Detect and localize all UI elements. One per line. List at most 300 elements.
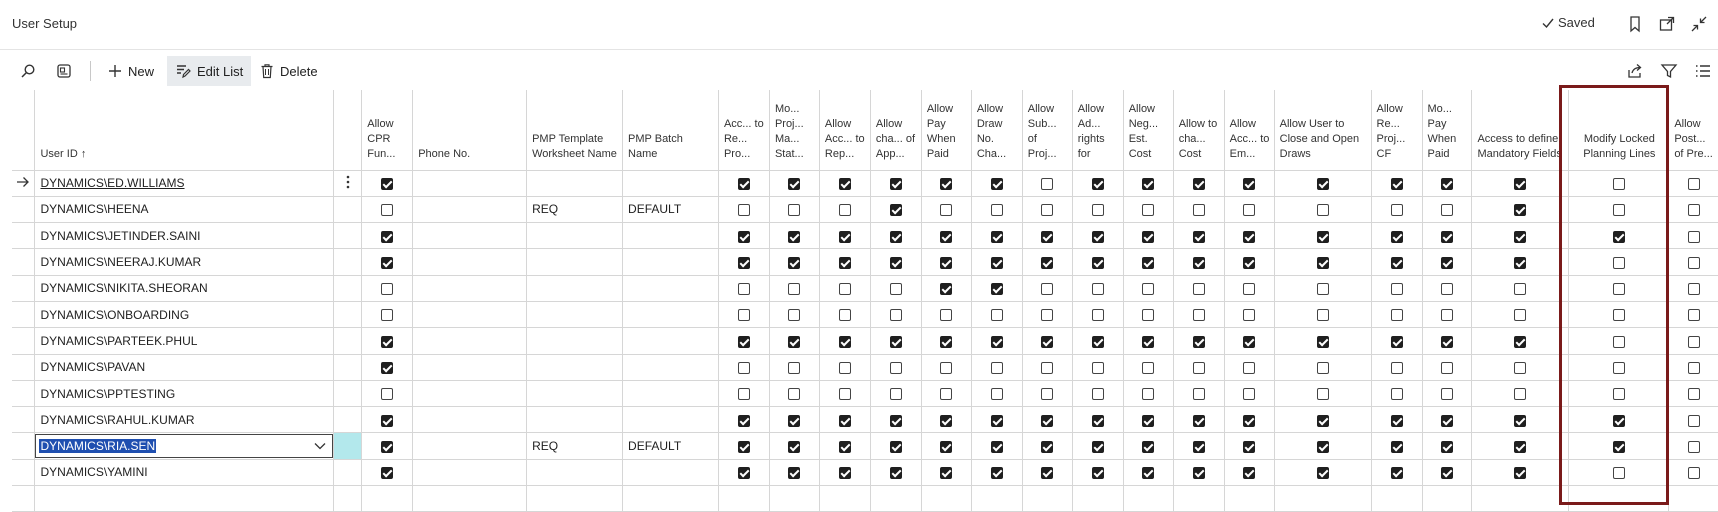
checkbox[interactable] — [381, 467, 393, 479]
checkbox[interactable] — [1613, 283, 1625, 295]
checkbox[interactable] — [1514, 336, 1526, 348]
empty-cell[interactable] — [921, 486, 971, 512]
checkbox[interactable] — [738, 362, 750, 374]
checkbox[interactable] — [1613, 467, 1625, 479]
checkbox[interactable] — [991, 204, 1003, 216]
pmp-batch-cell[interactable] — [623, 407, 719, 433]
list-icon[interactable] — [1694, 62, 1712, 80]
checkbox[interactable] — [890, 283, 902, 295]
checkbox[interactable] — [940, 336, 952, 348]
pmp-batch-cell[interactable] — [623, 170, 719, 196]
checkbox[interactable] — [890, 441, 902, 453]
checkbox[interactable] — [1243, 415, 1255, 427]
checkbox[interactable] — [1391, 362, 1403, 374]
checkbox[interactable] — [991, 441, 1003, 453]
edit-list-button[interactable] — [167, 56, 251, 86]
pmp-template-cell[interactable] — [527, 380, 623, 406]
checkbox[interactable] — [1514, 257, 1526, 269]
checkbox[interactable] — [1514, 441, 1526, 453]
pmp-batch-cell[interactable]: DEFAULT — [623, 196, 719, 222]
checkbox[interactable] — [1317, 178, 1329, 190]
checkbox[interactable] — [991, 336, 1003, 348]
empty-cell[interactable] — [971, 486, 1022, 512]
checkbox[interactable] — [1391, 178, 1403, 190]
pmp-batch-cell[interactable] — [623, 301, 719, 327]
checkbox[interactable] — [1613, 309, 1625, 321]
col-header-allow-cpr[interactable]: Allow CPR Fun... — [362, 90, 413, 170]
empty-cell[interactable] — [1224, 486, 1274, 512]
checkbox[interactable] — [1441, 231, 1453, 243]
checkbox[interactable] — [1514, 415, 1526, 427]
checkbox[interactable] — [1688, 336, 1700, 348]
checkbox[interactable] — [1317, 441, 1329, 453]
checkbox[interactable] — [1142, 257, 1154, 269]
checkbox[interactable] — [1688, 388, 1700, 400]
checkbox[interactable] — [890, 336, 902, 348]
empty-cell[interactable] — [1472, 486, 1569, 512]
empty-cell[interactable] — [1569, 486, 1669, 512]
phone-cell[interactable] — [413, 275, 527, 301]
pmp-batch-cell[interactable] — [623, 249, 719, 275]
checkbox[interactable] — [1514, 467, 1526, 479]
checkbox[interactable] — [940, 231, 952, 243]
pmp-batch-cell[interactable] — [623, 275, 719, 301]
checkbox[interactable] — [890, 257, 902, 269]
checkbox[interactable] — [1142, 204, 1154, 216]
checkbox[interactable] — [1613, 441, 1625, 453]
phone-cell[interactable] — [413, 354, 527, 380]
checkbox[interactable] — [839, 283, 851, 295]
empty-cell[interactable] — [769, 486, 819, 512]
checkbox[interactable] — [738, 231, 750, 243]
table-row[interactable] — [12, 275, 1718, 301]
checkbox[interactable] — [940, 467, 952, 479]
checkbox[interactable] — [788, 336, 800, 348]
col-header-user-id[interactable]: User ID ↑ — [35, 90, 334, 170]
search-button[interactable] — [12, 56, 44, 86]
pmp-template-cell[interactable] — [527, 354, 623, 380]
checkbox[interactable] — [1441, 467, 1453, 479]
checkbox[interactable] — [1193, 309, 1205, 321]
checkbox[interactable] — [1514, 231, 1526, 243]
checkbox[interactable] — [738, 336, 750, 348]
checkbox[interactable] — [1317, 362, 1329, 374]
checkbox[interactable] — [1514, 204, 1526, 216]
user-id-cell[interactable] — [35, 354, 334, 380]
checkbox[interactable] — [890, 362, 902, 374]
user-id-cell[interactable] — [35, 328, 334, 354]
checkbox[interactable] — [1441, 388, 1453, 400]
checkbox[interactable] — [1193, 178, 1205, 190]
checkbox[interactable] — [738, 415, 750, 427]
checkbox[interactable] — [1243, 204, 1255, 216]
checkbox[interactable] — [738, 388, 750, 400]
popout-icon[interactable] — [1658, 15, 1676, 33]
checkbox[interactable] — [738, 178, 750, 190]
table-row[interactable] — [12, 196, 1718, 222]
checkbox[interactable] — [1391, 388, 1403, 400]
checkbox[interactable] — [1391, 441, 1403, 453]
pmp-template-cell[interactable] — [527, 459, 623, 485]
checkbox[interactable] — [890, 231, 902, 243]
checkbox[interactable] — [1514, 388, 1526, 400]
phone-cell[interactable] — [413, 301, 527, 327]
checkbox[interactable] — [738, 257, 750, 269]
checkbox[interactable] — [1391, 231, 1403, 243]
user-id-cell[interactable] — [35, 407, 334, 433]
checkbox[interactable] — [1243, 336, 1255, 348]
checkbox[interactable] — [1243, 362, 1255, 374]
checkbox[interactable] — [991, 283, 1003, 295]
checkbox[interactable] — [839, 309, 851, 321]
phone-cell[interactable] — [413, 170, 527, 196]
checkbox[interactable] — [1613, 178, 1625, 190]
pmp-template-cell[interactable] — [527, 249, 623, 275]
pmp-batch-cell[interactable] — [623, 354, 719, 380]
col-header-pmp-template[interactable]: PMP Template Worksheet Name — [527, 90, 623, 170]
checkbox[interactable] — [381, 415, 393, 427]
pmp-template-cell[interactable] — [527, 223, 623, 249]
checkbox[interactable] — [381, 204, 393, 216]
checkbox[interactable] — [1041, 336, 1053, 348]
phone-cell[interactable] — [413, 380, 527, 406]
checkbox[interactable] — [839, 336, 851, 348]
table-row[interactable] — [12, 354, 1718, 380]
checkbox[interactable] — [1193, 441, 1205, 453]
checkbox[interactable] — [1142, 467, 1154, 479]
checkbox[interactable] — [839, 257, 851, 269]
pmp-template-cell[interactable] — [527, 170, 623, 196]
checkbox[interactable] — [1317, 231, 1329, 243]
empty-cell[interactable] — [1022, 486, 1072, 512]
checkbox[interactable] — [1441, 309, 1453, 321]
pmp-template-cell[interactable] — [527, 328, 623, 354]
checkbox[interactable] — [890, 204, 902, 216]
checkbox[interactable] — [1441, 441, 1453, 453]
checkbox[interactable] — [738, 467, 750, 479]
checkbox[interactable] — [1243, 309, 1255, 321]
empty-cell[interactable] — [413, 486, 527, 512]
pmp-batch-cell[interactable]: DEFAULT — [623, 433, 719, 459]
table-row[interactable] — [12, 328, 1718, 354]
user-id-input[interactable] — [35, 434, 333, 458]
checkbox[interactable] — [1092, 257, 1104, 269]
checkbox[interactable] — [1243, 257, 1255, 269]
checkbox[interactable] — [839, 231, 851, 243]
checkbox[interactable] — [1041, 467, 1053, 479]
phone-cell[interactable] — [413, 407, 527, 433]
checkbox[interactable] — [738, 283, 750, 295]
checkbox[interactable] — [1317, 309, 1329, 321]
checkbox[interactable] — [1688, 283, 1700, 295]
table-row[interactable] — [12, 223, 1718, 249]
empty-cell[interactable] — [718, 486, 769, 512]
checkbox[interactable] — [890, 415, 902, 427]
user-id-cell[interactable] — [35, 170, 334, 196]
phone-cell[interactable] — [413, 328, 527, 354]
checkbox[interactable] — [1041, 178, 1053, 190]
checkbox[interactable] — [839, 441, 851, 453]
pmp-template-cell[interactable] — [527, 407, 623, 433]
checkbox[interactable] — [1688, 467, 1700, 479]
checkbox[interactable] — [940, 309, 952, 321]
checkbox[interactable] — [1142, 415, 1154, 427]
checkbox[interactable] — [1142, 178, 1154, 190]
checkbox[interactable] — [1613, 388, 1625, 400]
col-header-flag-11[interactable]: Allow Acc... to Em... — [1224, 90, 1274, 170]
checkbox[interactable] — [788, 283, 800, 295]
col-header-phone[interactable]: Phone No. — [413, 90, 527, 170]
phone-cell[interactable] — [413, 196, 527, 222]
checkbox[interactable] — [1243, 467, 1255, 479]
empty-cell[interactable] — [1274, 486, 1371, 512]
checkbox[interactable] — [940, 178, 952, 190]
layout-button[interactable] — [48, 56, 80, 86]
checkbox[interactable] — [788, 231, 800, 243]
checkbox[interactable] — [1441, 336, 1453, 348]
checkbox[interactable] — [1688, 441, 1700, 453]
checkbox[interactable] — [1142, 309, 1154, 321]
user-id-cell[interactable] — [35, 223, 334, 249]
checkbox[interactable] — [991, 388, 1003, 400]
checkbox[interactable] — [1092, 388, 1104, 400]
checkbox[interactable] — [991, 362, 1003, 374]
checkbox[interactable] — [1391, 283, 1403, 295]
checkbox[interactable] — [381, 231, 393, 243]
col-header-flag-13[interactable]: Allow Re... Proj... CF — [1371, 90, 1422, 170]
pmp-template-cell[interactable]: REQ — [527, 196, 623, 222]
checkbox[interactable] — [1243, 231, 1255, 243]
empty-cell[interactable] — [1123, 486, 1173, 512]
checkbox[interactable] — [890, 467, 902, 479]
empty-cell[interactable] — [334, 486, 362, 512]
col-header-flag-14[interactable]: Mo... Pay When Paid — [1422, 90, 1472, 170]
checkbox[interactable] — [1688, 415, 1700, 427]
checkbox[interactable] — [1688, 231, 1700, 243]
share-icon[interactable] — [1626, 62, 1644, 80]
user-id-cell[interactable] — [35, 249, 334, 275]
empty-cell[interactable] — [1173, 486, 1224, 512]
pmp-template-cell[interactable]: REQ — [527, 433, 623, 459]
checkbox[interactable] — [788, 388, 800, 400]
checkbox[interactable] — [991, 231, 1003, 243]
checkbox[interactable] — [1317, 467, 1329, 479]
checkbox[interactable] — [1092, 441, 1104, 453]
checkbox[interactable] — [890, 309, 902, 321]
checkbox[interactable] — [1688, 362, 1700, 374]
checkbox[interactable] — [1317, 415, 1329, 427]
checkbox[interactable] — [738, 309, 750, 321]
checkbox[interactable] — [1092, 336, 1104, 348]
checkbox[interactable] — [738, 441, 750, 453]
checkbox[interactable] — [1142, 336, 1154, 348]
pmp-batch-cell[interactable] — [623, 459, 719, 485]
col-header-flag-9[interactable]: Allow Neg... Est. Cost — [1123, 90, 1173, 170]
checkbox[interactable] — [1317, 283, 1329, 295]
checkbox[interactable] — [1317, 388, 1329, 400]
col-header-flag-2[interactable]: Mo... Proj... Ma... Stat... — [769, 90, 819, 170]
user-id-cell[interactable] — [35, 196, 334, 222]
checkbox[interactable] — [890, 178, 902, 190]
checkbox[interactable] — [1391, 415, 1403, 427]
col-header-flag-4[interactable]: Allow cha... of App... — [870, 90, 921, 170]
checkbox[interactable] — [991, 309, 1003, 321]
empty-cell[interactable] — [362, 486, 413, 512]
empty-cell[interactable] — [1371, 486, 1422, 512]
phone-cell[interactable] — [413, 459, 527, 485]
checkbox[interactable] — [381, 441, 393, 453]
checkbox[interactable] — [1243, 283, 1255, 295]
checkbox[interactable] — [1041, 231, 1053, 243]
checkbox[interactable] — [1613, 362, 1625, 374]
checkbox[interactable] — [1092, 178, 1104, 190]
checkbox[interactable] — [1142, 362, 1154, 374]
checkbox[interactable] — [1613, 204, 1625, 216]
empty-cell[interactable] — [35, 486, 334, 512]
checkbox[interactable] — [1142, 283, 1154, 295]
col-header-flag-5[interactable]: Allow Pay When Paid — [921, 90, 971, 170]
checkbox[interactable] — [940, 388, 952, 400]
checkbox[interactable] — [1092, 467, 1104, 479]
checkbox[interactable] — [940, 283, 952, 295]
checkbox[interactable] — [839, 204, 851, 216]
checkbox[interactable] — [991, 178, 1003, 190]
checkbox[interactable] — [1092, 283, 1104, 295]
checkbox[interactable] — [1041, 204, 1053, 216]
more-vertical-icon[interactable] — [346, 175, 350, 189]
checkbox[interactable] — [1514, 283, 1526, 295]
checkbox[interactable] — [991, 415, 1003, 427]
checkbox[interactable] — [1613, 336, 1625, 348]
col-header-flag-8[interactable]: Allow Ad... rights for — [1072, 90, 1123, 170]
checkbox[interactable] — [890, 388, 902, 400]
empty-cell[interactable] — [1669, 486, 1718, 512]
phone-cell[interactable] — [413, 223, 527, 249]
pmp-batch-cell[interactable] — [623, 223, 719, 249]
table-row[interactable] — [12, 459, 1718, 485]
col-header-flag-12[interactable]: Allow User to Close and Open Draws — [1274, 90, 1371, 170]
col-header-flag-6[interactable]: Allow Draw No. Cha... — [971, 90, 1022, 170]
pmp-batch-cell[interactable] — [623, 328, 719, 354]
empty-cell[interactable] — [527, 486, 623, 512]
checkbox[interactable] — [788, 415, 800, 427]
checkbox[interactable] — [1317, 204, 1329, 216]
checkbox[interactable] — [839, 467, 851, 479]
checkbox[interactable] — [788, 467, 800, 479]
checkbox[interactable] — [1193, 415, 1205, 427]
checkbox[interactable] — [1441, 362, 1453, 374]
checkbox[interactable] — [991, 467, 1003, 479]
checkbox[interactable] — [788, 309, 800, 321]
checkbox[interactable] — [1391, 309, 1403, 321]
checkbox[interactable] — [1193, 336, 1205, 348]
row-menu-cell[interactable] — [334, 170, 362, 196]
checkbox[interactable] — [1092, 231, 1104, 243]
checkbox[interactable] — [1688, 257, 1700, 269]
empty-cell[interactable] — [1072, 486, 1123, 512]
checkbox[interactable] — [1243, 178, 1255, 190]
col-header-flag-15[interactable]: Access to define Mandatory Fields — [1472, 90, 1569, 170]
bookmark-icon[interactable] — [1626, 15, 1644, 33]
checkbox[interactable] — [839, 178, 851, 190]
checkbox[interactable] — [940, 415, 952, 427]
checkbox[interactable] — [738, 204, 750, 216]
checkbox[interactable] — [788, 204, 800, 216]
checkbox[interactable] — [940, 362, 952, 374]
checkbox[interactable] — [381, 388, 393, 400]
table-row[interactable] — [12, 249, 1718, 275]
col-header-flag-10[interactable]: Allow to cha... Cost — [1173, 90, 1224, 170]
filter-icon[interactable] — [1660, 62, 1678, 80]
checkbox[interactable] — [1391, 467, 1403, 479]
pmp-batch-cell[interactable] — [623, 380, 719, 406]
checkbox[interactable] — [788, 362, 800, 374]
checkbox[interactable] — [839, 388, 851, 400]
checkbox[interactable] — [1441, 283, 1453, 295]
col-header-flag-3[interactable]: Allow Acc... to Rep... — [819, 90, 870, 170]
empty-cell[interactable] — [623, 486, 719, 512]
checkbox[interactable] — [1514, 362, 1526, 374]
checkbox[interactable] — [1613, 257, 1625, 269]
checkbox[interactable] — [1514, 309, 1526, 321]
col-header-flag-1[interactable]: Acc... to Re... Pro... — [718, 90, 769, 170]
checkbox[interactable] — [1688, 309, 1700, 321]
pmp-template-cell[interactable] — [527, 275, 623, 301]
checkbox[interactable] — [1041, 441, 1053, 453]
checkbox[interactable] — [1441, 178, 1453, 190]
checkbox[interactable] — [1193, 204, 1205, 216]
empty-cell[interactable] — [819, 486, 870, 512]
empty-cell[interactable] — [1422, 486, 1472, 512]
user-id-cell[interactable] — [35, 380, 334, 406]
checkbox[interactable] — [788, 257, 800, 269]
checkbox[interactable] — [381, 309, 393, 321]
col-header-flag-7[interactable]: Allow Sub... of Proj... — [1022, 90, 1072, 170]
checkbox[interactable] — [1441, 257, 1453, 269]
table-row[interactable] — [12, 433, 1718, 459]
col-header-pmp-batch[interactable]: PMP Batch Name — [623, 90, 719, 170]
collapse-icon[interactable] — [1690, 15, 1708, 33]
checkbox[interactable] — [1193, 467, 1205, 479]
checkbox[interactable] — [839, 362, 851, 374]
checkbox[interactable] — [381, 257, 393, 269]
table-row[interactable] — [12, 301, 1718, 327]
checkbox[interactable] — [1243, 441, 1255, 453]
checkbox[interactable] — [1391, 336, 1403, 348]
empty-cell[interactable] — [870, 486, 921, 512]
checkbox[interactable] — [1041, 309, 1053, 321]
delete-button[interactable] — [252, 56, 326, 86]
checkbox[interactable] — [1243, 388, 1255, 400]
checkbox[interactable] — [1142, 231, 1154, 243]
table-row[interactable] — [12, 380, 1718, 406]
checkbox[interactable] — [1142, 388, 1154, 400]
checkbox[interactable] — [1041, 362, 1053, 374]
table-row[interactable] — [12, 407, 1718, 433]
checkbox[interactable] — [1092, 204, 1104, 216]
checkbox[interactable] — [1441, 415, 1453, 427]
checkbox[interactable] — [788, 178, 800, 190]
checkbox[interactable] — [1613, 415, 1625, 427]
checkbox[interactable] — [1193, 231, 1205, 243]
checkbox[interactable] — [1193, 388, 1205, 400]
checkbox[interactable] — [1142, 441, 1154, 453]
checkbox[interactable] — [1391, 204, 1403, 216]
checkbox[interactable] — [1092, 309, 1104, 321]
checkbox[interactable] — [381, 283, 393, 295]
checkbox[interactable] — [1041, 257, 1053, 269]
checkbox[interactable] — [1317, 336, 1329, 348]
